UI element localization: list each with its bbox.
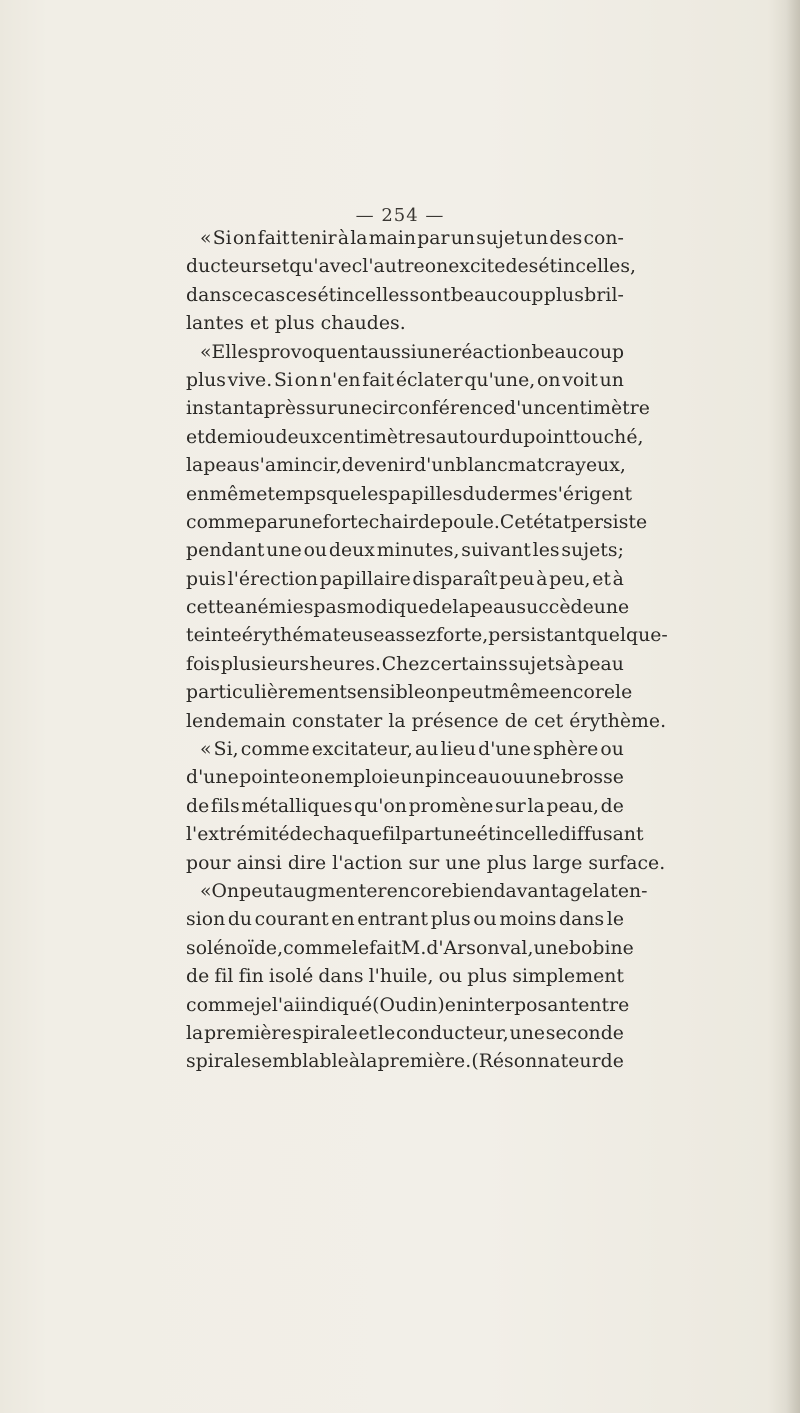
text-line: lantes et plus chaudes. [186,313,406,335]
text-line: fois plusieurs heures. Chez certains sujets à peau [186,653,624,675]
text-line: « On peut augmenter encore bien davantage la ten- [200,880,648,902]
text-line: instant après sur une circonférence d'un centimètre [186,398,650,420]
text-line: spirale semblable à la première. (Résonnateur de [186,1051,624,1073]
text-line: d'une pointe on emploie un pinceau ou une brosse [186,767,624,789]
text-line: en même temps que les papilles du derme s'érigent [186,483,633,505]
text-line: l'extrémité de chaque fil part une étincelle diffusant [186,824,644,846]
text-line: « Si, comme excitateur, au lieu d'une sphère ou [200,739,624,761]
text-line: teinte érythémateuse assez forte, persistant quelque- [186,625,668,647]
text-line: comme par une forte chair de poule. Cet état persiste [186,511,648,533]
text-line: la peau s'amincir, devenir d'un blanc mat crayeux, [186,455,626,477]
body-text [186,225,668,1077]
text-line: sion du courant en entrant plus ou moins dans le [186,909,624,931]
text-line: « Si on fait tenir à la main par un sujet un des con- [200,228,624,249]
text-line: plus vive. Si on n'en fait éclater qu'une, on voit un [186,369,624,391]
text-line: ducteurs et qu'avec l'autre on excite des étincelles, [186,256,637,278]
text-line: cette anémie spasmodique de la peau succède une [186,597,630,619]
text-line: de fil fin isolé dans l'huile, ou plus simplement [186,966,624,988]
text-line: et demi ou deux centimètres autour du point touché, [186,426,644,448]
text-line: puis l'érection papillaire disparaît peu à peu, et à [186,568,624,590]
page-number: — 254 — [355,205,445,226]
text-line: lendemain constater la présence de cet érythème. [186,710,667,732]
text-line: « Elles provoquent aussi une réaction beaucoup [200,341,625,363]
text-line: solénoïde, comme le fait M. d'Arsonval, une bobine [186,937,634,959]
text-line: pendant une ou deux minutes, suivant les sujets; [186,540,624,562]
text-line: comme je l'ai indiqué (Oudin) en interposant entre [186,994,630,1016]
text-line: dans ce cas ces étincelles sont beaucoup plus bril- [186,284,624,306]
text-line: particulièrement sensible on peut même encore le [186,682,633,704]
text-line: pour ainsi dire l'action sur une plus large surface. [186,852,666,874]
text-line: de fils métalliques qu'on promène sur la peau, de [186,795,624,817]
text-line: la première spirale et le conducteur, une seconde [186,1022,624,1044]
